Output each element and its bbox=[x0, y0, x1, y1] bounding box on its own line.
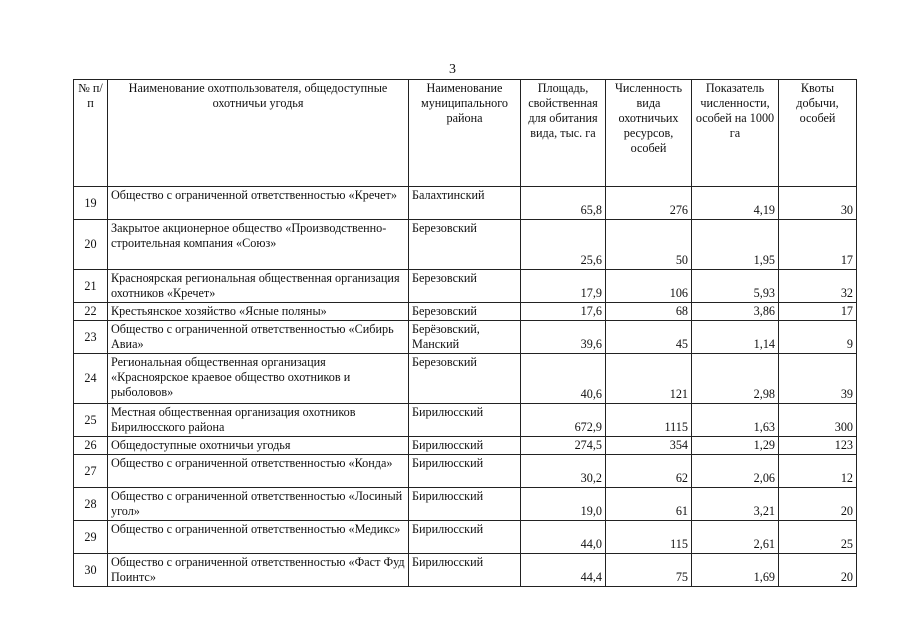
quota-value: 17 bbox=[779, 303, 857, 321]
area-value: 44,4 bbox=[521, 554, 606, 587]
count-value: 121 bbox=[606, 354, 692, 404]
user-name: Крестьянское хозяйство «Ясные поляны» bbox=[108, 303, 409, 321]
area-value: 25,6 bbox=[521, 220, 606, 270]
count-value: 106 bbox=[606, 270, 692, 303]
row-number: 24 bbox=[74, 354, 108, 404]
row-number: 25 bbox=[74, 404, 108, 437]
user-name: Общество с ограниченной ответственностью «Фаст Фуд Поинтс» bbox=[108, 554, 409, 587]
row-number: 26 bbox=[74, 437, 108, 455]
density-value: 1,95 bbox=[692, 220, 779, 270]
quota-value: 25 bbox=[779, 521, 857, 554]
header-num: № п/п bbox=[74, 80, 108, 187]
row-number: 19 bbox=[74, 187, 108, 220]
row-number: 20 bbox=[74, 220, 108, 270]
user-name: Общество с ограниченной ответственностью «Кречет» bbox=[108, 187, 409, 220]
district-name: Балахтинский bbox=[409, 187, 521, 220]
table-row bbox=[74, 321, 857, 354]
district-name: Бирилюсский bbox=[409, 455, 521, 488]
count-value: 68 bbox=[606, 303, 692, 321]
header-density: Показатель численности, особей на 1000 га bbox=[692, 80, 779, 187]
header-area: Площадь, свойственная для обитания вида, тыс. га bbox=[521, 80, 606, 187]
area-value: 40,6 bbox=[521, 354, 606, 404]
page-number: 3 bbox=[449, 62, 456, 77]
table-row bbox=[74, 554, 857, 587]
header-count: Численность вида охотничьих ресурсов, особей bbox=[606, 80, 692, 187]
district-name: Березовский bbox=[409, 270, 521, 303]
district-name: Бирилюсский bbox=[409, 404, 521, 437]
count-value: 61 bbox=[606, 488, 692, 521]
user-name: Закрытое акционерное общество «Производственно-строительная компания «Союз» bbox=[108, 220, 409, 270]
district-name: Бирилюсский bbox=[409, 554, 521, 587]
density-value: 1,29 bbox=[692, 437, 779, 455]
density-value: 1,63 bbox=[692, 404, 779, 437]
quota-value: 12 bbox=[779, 455, 857, 488]
density-value: 5,93 bbox=[692, 270, 779, 303]
area-value: 17,9 bbox=[521, 270, 606, 303]
quota-value: 20 bbox=[779, 488, 857, 521]
count-value: 1115 bbox=[606, 404, 692, 437]
user-name: Общедоступные охотничьи угодья bbox=[108, 437, 409, 455]
count-value: 354 bbox=[606, 437, 692, 455]
count-value: 115 bbox=[606, 521, 692, 554]
table-row bbox=[74, 437, 857, 455]
district-name: Березовский bbox=[409, 220, 521, 270]
user-name: Общество с ограниченной ответственностью «Медикс» bbox=[108, 521, 409, 554]
quota-value: 32 bbox=[779, 270, 857, 303]
density-value: 3,21 bbox=[692, 488, 779, 521]
density-value: 4,19 bbox=[692, 187, 779, 220]
quota-value: 9 bbox=[779, 321, 857, 354]
row-number: 28 bbox=[74, 488, 108, 521]
density-value: 2,98 bbox=[692, 354, 779, 404]
table-row bbox=[74, 220, 857, 270]
header-name: Наименование охотпользователя, общедоступные охотничьи угодья bbox=[108, 80, 409, 187]
area-value: 17,6 bbox=[521, 303, 606, 321]
count-value: 75 bbox=[606, 554, 692, 587]
header-district: Наименование муниципального района bbox=[409, 80, 521, 187]
table-row bbox=[74, 187, 857, 220]
user-name: Общество с ограниченной ответственностью «Конда» bbox=[108, 455, 409, 488]
table-row bbox=[74, 488, 857, 521]
district-name: Березовский bbox=[409, 303, 521, 321]
density-value: 2,61 bbox=[692, 521, 779, 554]
district-name: Березовский bbox=[409, 354, 521, 404]
count-value: 45 bbox=[606, 321, 692, 354]
user-name: Красноярская региональная общественная организация охотников «Кречет» bbox=[108, 270, 409, 303]
density-value: 1,69 bbox=[692, 554, 779, 587]
quota-value: 300 bbox=[779, 404, 857, 437]
hunting-quota-table bbox=[73, 79, 857, 587]
count-value: 62 bbox=[606, 455, 692, 488]
area-value: 672,9 bbox=[521, 404, 606, 437]
quota-value: 17 bbox=[779, 220, 857, 270]
quota-value: 39 bbox=[779, 354, 857, 404]
row-number: 21 bbox=[74, 270, 108, 303]
density-value: 1,14 bbox=[692, 321, 779, 354]
district-name: Бирилюсский bbox=[409, 488, 521, 521]
table-row bbox=[74, 455, 857, 488]
area-value: 30,2 bbox=[521, 455, 606, 488]
area-value: 39,6 bbox=[521, 321, 606, 354]
user-name: Общество с ограниченной ответственностью «Сибирь Авиа» bbox=[108, 321, 409, 354]
row-number: 30 bbox=[74, 554, 108, 587]
table-row bbox=[74, 354, 857, 404]
table-row bbox=[74, 270, 857, 303]
row-number: 27 bbox=[74, 455, 108, 488]
table-row bbox=[74, 303, 857, 321]
header-quota: Квоты добычи, особей bbox=[779, 80, 857, 187]
density-value: 3,86 bbox=[692, 303, 779, 321]
row-number: 22 bbox=[74, 303, 108, 321]
area-value: 19,0 bbox=[521, 488, 606, 521]
row-number: 29 bbox=[74, 521, 108, 554]
row-number: 23 bbox=[74, 321, 108, 354]
count-value: 276 bbox=[606, 187, 692, 220]
table-row bbox=[74, 521, 857, 554]
density-value: 2,06 bbox=[692, 455, 779, 488]
table-header-row bbox=[74, 80, 857, 187]
user-name: Общество с ограниченной ответственностью «Лосиный угол» bbox=[108, 488, 409, 521]
user-name: Местная общественная организация охотников Бирилюсского района bbox=[108, 404, 409, 437]
quota-value: 20 bbox=[779, 554, 857, 587]
district-name: Бирилюсский bbox=[409, 521, 521, 554]
quota-value: 123 bbox=[779, 437, 857, 455]
area-value: 44,0 bbox=[521, 521, 606, 554]
district-name: Берёзовский, Манский bbox=[409, 321, 521, 354]
table-row bbox=[74, 404, 857, 437]
quota-value: 30 bbox=[779, 187, 857, 220]
area-value: 65,8 bbox=[521, 187, 606, 220]
user-name: Региональная общественная организация «Красноярское краевое общество охотников и рыболовов» bbox=[108, 354, 409, 404]
district-name: Бирилюсский bbox=[409, 437, 521, 455]
count-value: 50 bbox=[606, 220, 692, 270]
area-value: 274,5 bbox=[521, 437, 606, 455]
